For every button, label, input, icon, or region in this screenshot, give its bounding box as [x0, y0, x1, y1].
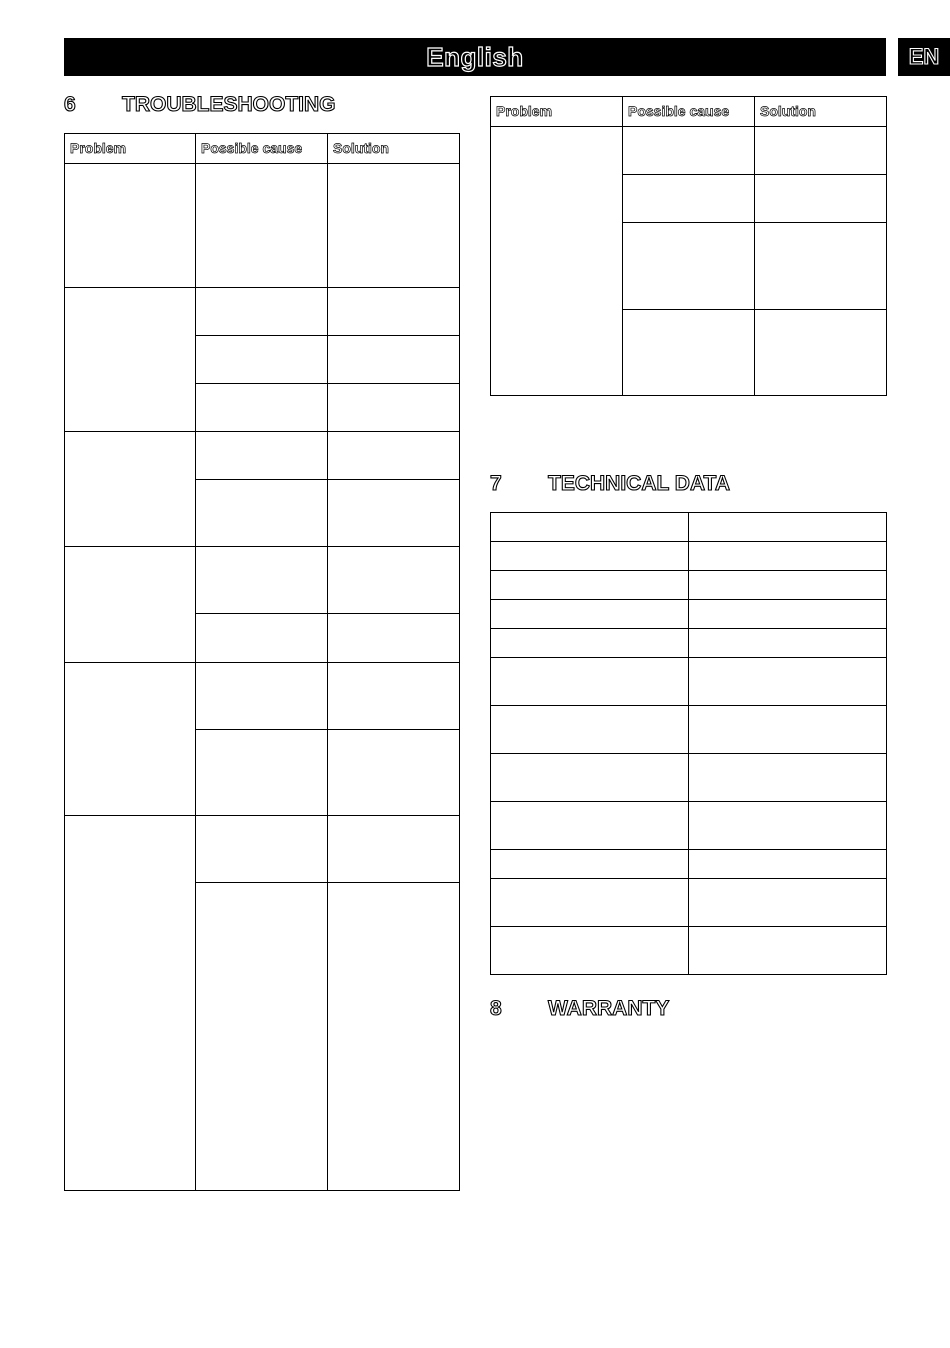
table-row	[491, 542, 887, 571]
cause-cell	[196, 432, 328, 480]
cause-cell	[196, 384, 328, 432]
cause-cell	[196, 336, 328, 384]
spec-label-cell	[491, 513, 689, 542]
spec-label-cell	[491, 850, 689, 879]
problem-cell	[491, 127, 623, 396]
troubleshooting-table-continued	[490, 96, 887, 396]
spec-value-cell	[689, 600, 887, 629]
cause-cell	[623, 127, 755, 175]
solution-cell	[328, 816, 460, 883]
cause-cell	[196, 883, 328, 1191]
column-header-solution: Solution	[755, 97, 887, 127]
spec-value-cell	[689, 706, 887, 754]
solution-cell	[328, 384, 460, 432]
problem-cell	[65, 288, 196, 432]
section-number: 7	[490, 472, 502, 495]
language-badge	[898, 38, 950, 76]
spec-value-cell	[689, 802, 887, 850]
table-header-row	[491, 97, 887, 127]
section-title: WARRANTY	[548, 997, 670, 1020]
column-header-problem: Problem	[65, 134, 196, 164]
solution-cell	[328, 164, 460, 288]
spec-value-cell	[689, 542, 887, 571]
table-row	[65, 164, 460, 288]
table-row	[491, 600, 887, 629]
problem-cell	[65, 432, 196, 547]
solution-cell	[328, 883, 460, 1191]
table-row	[491, 658, 887, 706]
section-heading-warranty	[490, 996, 669, 1022]
solution-cell	[328, 336, 460, 384]
spec-value-cell	[689, 513, 887, 542]
section-number: 8	[490, 997, 502, 1020]
spec-label-cell	[491, 927, 689, 975]
cause-cell	[623, 310, 755, 396]
troubleshooting-table	[64, 133, 460, 1191]
solution-cell	[755, 310, 887, 396]
section-number: 6	[64, 93, 76, 116]
solution-cell	[328, 480, 460, 547]
solution-cell	[328, 547, 460, 614]
spec-value-cell	[689, 658, 887, 706]
table-row	[65, 547, 460, 614]
solution-cell	[328, 288, 460, 336]
cause-cell	[196, 480, 328, 547]
table-row	[65, 663, 460, 730]
spec-value-cell	[689, 879, 887, 927]
spec-label-cell	[491, 802, 689, 850]
cause-cell	[623, 175, 755, 223]
spec-value-cell	[689, 629, 887, 658]
spec-label-cell	[491, 542, 689, 571]
table-header-row	[65, 134, 460, 164]
solution-cell	[328, 614, 460, 663]
cause-cell	[196, 547, 328, 614]
section-heading-troubleshooting	[64, 92, 336, 118]
table-row	[491, 629, 887, 658]
column-header-cause: Possible cause	[623, 97, 755, 127]
spec-value-cell	[689, 850, 887, 879]
section-title: TECHNICAL DATA	[548, 472, 730, 495]
solution-cell	[328, 663, 460, 730]
spec-value-cell	[689, 927, 887, 975]
table-row	[491, 706, 887, 754]
language-badge-label: EN	[908, 44, 940, 69]
spec-label-cell	[491, 706, 689, 754]
spec-label-cell	[491, 754, 689, 802]
table-row	[491, 127, 887, 175]
table-row	[65, 432, 460, 480]
technical-data-table	[490, 512, 887, 975]
spec-label-cell	[491, 879, 689, 927]
solution-cell	[755, 127, 887, 175]
column-header-solution: Solution	[328, 134, 460, 164]
spec-value-cell	[689, 754, 887, 802]
cause-cell	[196, 816, 328, 883]
spec-label-cell	[491, 600, 689, 629]
solution-cell	[755, 175, 887, 223]
table-row	[491, 879, 887, 927]
page-title: English	[426, 41, 524, 72]
section-title: TROUBLESHOOTING	[122, 93, 336, 116]
column-header-problem: Problem	[491, 97, 623, 127]
table-row	[491, 571, 887, 600]
spec-label-cell	[491, 658, 689, 706]
problem-cell	[65, 547, 196, 663]
table-row	[491, 927, 887, 975]
spec-label-cell	[491, 629, 689, 658]
table-row	[491, 754, 887, 802]
cause-cell	[196, 164, 328, 288]
problem-cell	[65, 164, 196, 288]
table-row	[491, 513, 887, 542]
cause-cell	[196, 730, 328, 816]
cause-cell	[196, 288, 328, 336]
spec-value-cell	[689, 571, 887, 600]
header-bar	[64, 38, 886, 76]
cause-cell	[196, 614, 328, 663]
table-row	[65, 816, 460, 883]
column-header-cause: Possible cause	[196, 134, 328, 164]
problem-cell	[65, 816, 196, 1191]
cause-cell	[623, 223, 755, 310]
spec-label-cell	[491, 571, 689, 600]
cause-cell	[196, 663, 328, 730]
solution-cell	[755, 223, 887, 310]
solution-cell	[328, 432, 460, 480]
table-row	[491, 850, 887, 879]
table-row	[491, 802, 887, 850]
problem-cell	[65, 663, 196, 816]
table-row	[65, 288, 460, 336]
solution-cell	[328, 730, 460, 816]
section-heading-technical-data	[490, 471, 730, 497]
